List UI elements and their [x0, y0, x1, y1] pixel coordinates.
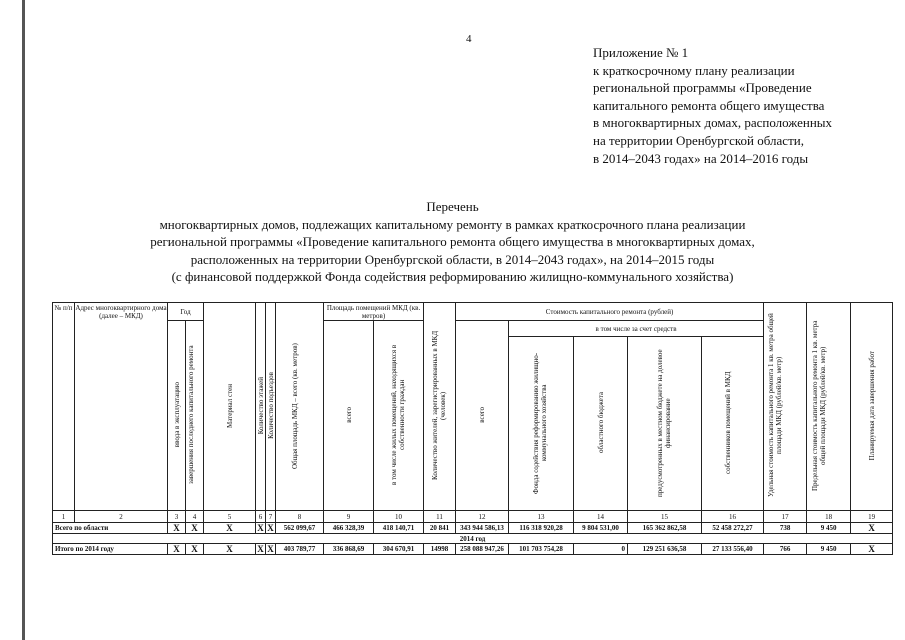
- table-section-row: [53, 534, 893, 544]
- cell-total-area: 403 789,77: [276, 544, 324, 555]
- header-year: Год: [168, 303, 204, 321]
- header-num: № п/п: [53, 303, 75, 511]
- column-number: 9: [324, 511, 374, 523]
- header-cost-owners: собственников помещений в МКД: [702, 337, 764, 511]
- cell-year-commission: X: [168, 523, 186, 534]
- header-residents: Количество жителей, зарегистрированных в МКД (человек): [424, 303, 456, 511]
- row-label: Итого по 2014 году: [53, 544, 168, 555]
- header-premises-residential: в том числе жилых помещений, находящихся в собственности граждан: [374, 321, 424, 511]
- table-row-2014-total: [53, 544, 893, 555]
- header-total-area: Общая площадь МКД – всего (кв. метров): [276, 303, 324, 511]
- header-floors: Количество этажей: [256, 303, 266, 511]
- cell-wall-material: X: [204, 544, 256, 555]
- cell-planned-date: X: [851, 523, 893, 534]
- column-number: 1: [53, 511, 75, 523]
- column-number: 12: [456, 511, 509, 523]
- cell-max-cost: 9 450: [807, 523, 851, 534]
- table-row-region-total: [53, 523, 893, 534]
- cell-cost-regional: 9 804 531,00: [574, 523, 628, 534]
- column-number: 19: [851, 511, 893, 523]
- column-number: 8: [276, 511, 324, 523]
- appendix-line: капитального ремонта общего имущества: [593, 97, 825, 113]
- cell-premises-total: 336 868,69: [324, 544, 374, 555]
- cell-unit-cost: 766: [764, 544, 807, 555]
- cell-year-commission: X: [168, 544, 186, 555]
- heading-line: расположенных на территории Оренбургской области, в 2014–2043 годах», на 2014–2015 годы: [190, 251, 715, 267]
- column-number: 7: [266, 511, 276, 523]
- column-number: 3: [168, 511, 186, 523]
- appendix-line: Приложение № 1: [593, 45, 689, 60]
- cell-premises-residential: 304 670,91: [374, 544, 424, 555]
- cell-residents: 14998: [424, 544, 456, 555]
- appendix-line: в многоквартирных домах, расположенных: [593, 115, 833, 131]
- header-unit-cost: Удельная стоимость капитального ремонта 1 кв. метра общей площади МКД (рублей/кв. метр): [764, 303, 807, 511]
- column-number: 5: [204, 511, 256, 523]
- column-number: 6: [256, 511, 266, 523]
- header-cost-total: всего: [456, 321, 509, 511]
- cell-year-last-repair: X: [186, 523, 204, 534]
- cell-unit-cost: 738: [764, 523, 807, 534]
- cell-residents: 20 841: [424, 523, 456, 534]
- column-number: 13: [509, 511, 574, 523]
- cell-entrances: X: [267, 523, 274, 533]
- cell-cost-total: 343 944 586,13: [456, 523, 509, 534]
- cell-floors: X: [257, 544, 264, 554]
- appendix-line: в 2014–2043 годах» на 2014–2016 годы: [593, 150, 809, 166]
- appendix-line: региональной программы «Проведение: [593, 80, 812, 96]
- heading-line: региональной программы «Проведение капитального ремонта общего имущества в многоквартирных домах,: [150, 234, 755, 250]
- cell-max-cost: 9 450: [807, 544, 851, 555]
- cell-entrances: X: [267, 544, 274, 554]
- cell-cost-total: 258 088 947,26: [456, 544, 509, 555]
- header-premises-total: всего: [324, 321, 374, 511]
- section-label: 2014 год: [53, 534, 893, 544]
- heading-line: (с финансовой поддержкой Фонда содействия реформированию жилищно-коммунального хозяйства): [171, 269, 734, 285]
- header-wall-material: Материал стен: [204, 303, 256, 511]
- cell-floors: X: [257, 523, 264, 533]
- cell-cost-owners: 52 458 272,27: [702, 523, 764, 534]
- header-entrances: Количество подъездов: [266, 303, 276, 511]
- column-number: 11: [424, 511, 456, 523]
- cell-cost-fund: 101 703 754,28: [509, 544, 574, 555]
- cell-cost-local: 129 251 636,58: [628, 544, 702, 555]
- header-cost-including: в том числе за счет средств: [509, 321, 764, 337]
- cell-cost-owners: 27 133 556,40: [702, 544, 764, 555]
- column-number: 2: [75, 511, 168, 523]
- heading-line: многоквартирных домов, подлежащих капитальному ремонту в рамках краткосрочного плана реализации: [159, 216, 746, 232]
- column-number: 4: [186, 511, 204, 523]
- appendix-line: к краткосрочному плану реализации: [593, 62, 795, 78]
- cell-cost-fund: 116 318 920,28: [509, 523, 574, 534]
- cell-cost-local: 165 362 862,58: [628, 523, 702, 534]
- cell-year-last-repair: X: [186, 544, 204, 555]
- header-cost-local: предусмотренных в местном бюджете на долевое финансирование: [628, 337, 702, 511]
- header-year-last-repair: завершения последнего капитального ремонта: [186, 321, 204, 511]
- column-number: 17: [764, 511, 807, 523]
- header-max-cost: Предельная стоимость капитального ремонта 1 кв. метра общей площади МКД (рублей/кв. метр): [807, 303, 851, 511]
- cell-cost-regional: 0: [574, 544, 628, 555]
- left-margin-rule: [22, 0, 25, 640]
- header-planned-date: Планируемая дата завершения работ: [851, 303, 893, 511]
- column-number-row: [53, 511, 893, 523]
- appendix-caption: [593, 44, 832, 167]
- row-label: Всего по области: [53, 523, 168, 534]
- cell-premises-total: 466 328,39: [324, 523, 374, 534]
- cell-wall-material: X: [204, 523, 256, 534]
- header-cost: Стоимость капитального ремонта (рублей): [456, 303, 764, 321]
- header-premises-area: Площадь помещений МКД (кв. метров): [324, 303, 424, 321]
- repair-list-table: [52, 302, 893, 555]
- header-cost-regional: областного бюджета: [574, 337, 628, 511]
- cell-premises-residential: 418 140,71: [374, 523, 424, 534]
- column-number: 18: [807, 511, 851, 523]
- appendix-line: на территории Оренбургской области,: [593, 132, 804, 148]
- header-cost-fund: Фонда содействия реформированию жилищно-коммунального хозяйства: [509, 337, 574, 511]
- page-number: 4: [466, 33, 472, 45]
- column-number: 14: [574, 511, 628, 523]
- column-number: 16: [702, 511, 764, 523]
- header-address: Адрес многоквартирного дома (далее – МКД): [75, 303, 168, 511]
- cell-planned-date: X: [851, 544, 893, 555]
- column-number: 10: [374, 511, 424, 523]
- header-year-commission: ввода в эксплуатацию: [168, 321, 186, 511]
- cell-total-area: 562 099,67: [276, 523, 324, 534]
- heading-title: Перечень: [426, 199, 479, 214]
- column-number: 15: [628, 511, 702, 523]
- document-heading: [0, 198, 905, 286]
